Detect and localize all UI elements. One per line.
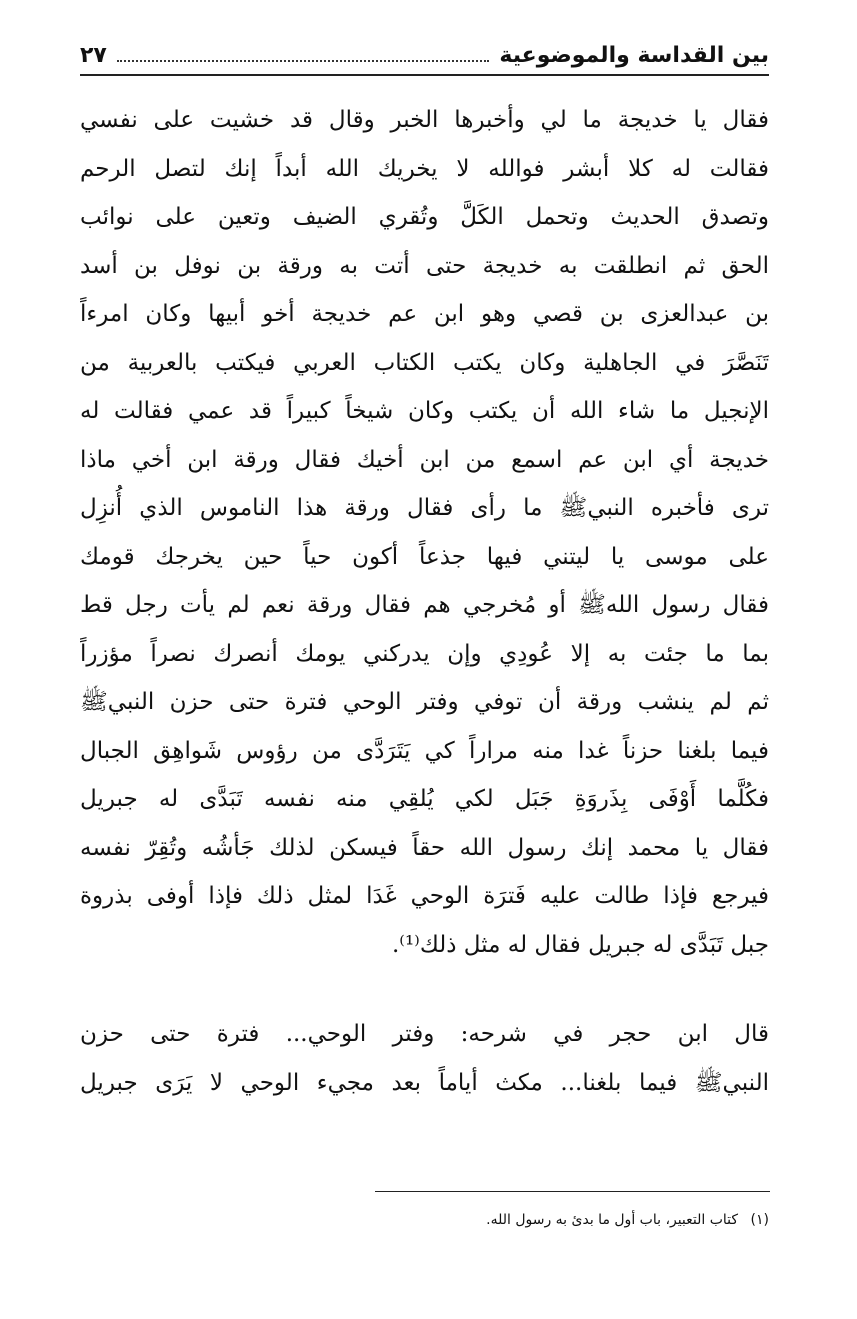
text-line: فكُلَّما أَوْفَى بِذَروَةِ جَبَل لكي يُلقِي منه نفسه تَبَدَّى له جبريل (80, 786, 769, 812)
text-line: فيرجع فإذا طالت عليه فَترَة الوحي غَدَا لمثل ذلك فإذا أوفى بذروة (80, 883, 769, 909)
footnote-separator (375, 1191, 770, 1192)
text-line: الإنجيل ما شاء الله أن يكتب وكان شيخاً كبيراً قد عمي فقالت له (80, 398, 769, 424)
text-line: فيما بلغنا حزناً غدا منه مراراً كي يَتَرَدَّى من رؤوس شَواهِق الجبال (80, 737, 769, 764)
text-line: النبيﷺ فيما بلغنا... مكث أياماً بعد مجيء الوحي لا يَرَى جبريل (80, 1069, 769, 1096)
text-line: خديجة أي ابن عم اسمع من ابن أخيك فقال ورقة ابن أخي ماذا (80, 446, 769, 473)
text-line: بما ما جئت به إلا عُودِي وإن يدركني يومك أنصرك نصراً مؤزراً (80, 640, 769, 667)
main-paragraph (80, 96, 769, 969)
page-header (80, 22, 769, 76)
text-line: فقال يا محمد إنك رسول الله حقاً فيسكن لذلك جَأشُه وتُقِرّ نفسه (80, 834, 769, 861)
text-line: الحق ثم انطلقت به خديجة حتى أتت به ورقة بن نوفل بن أسد (80, 252, 769, 279)
text-line: فقال رسول اللهﷺ أو مُخرجي هم فقال ورقة نعم لم يأت رجل قط (80, 592, 769, 618)
text-line: قال ابن حجر في شرحه: وفتر الوحي... فترة حتى حزن (80, 1021, 769, 1047)
text-line: فقالت له كلا أبشر فوالله لا يخريك الله أبداً إنك لتصل الرحم (80, 155, 769, 182)
page-number: ٢٧ (80, 43, 107, 68)
text-line: على موسى يا ليتني فيها جذعاً أكون حياً حين يخرجك قومك (80, 543, 769, 570)
text-line: ثم لم ينشب ورقة أن توفي وفتر الوحي فترة حتى حزن النبيﷺ (80, 689, 769, 715)
text-line: وتصدق الحديث وتحمل الكَلَّ وتُقري الضيف وتعين على نوائب (80, 204, 769, 230)
second-paragraph (80, 1010, 769, 1107)
text-line: تَنَصَّرَ في الجاهلية وكان يكتب الكتاب العربي فيكتب بالعربية من (80, 349, 769, 376)
text-line: بن عبدالعزى بن قصي وهو ابن عم خديجة أخو أبيها وكان امرءاً (80, 301, 769, 327)
text-line: جبل تَبَدَّى له جبريل فقال له مثل ذلك⁽¹⁾. (391, 931, 769, 958)
footnote-text: كتاب التعبير، باب أول ما بدئ به رسول الله. (486, 1212, 739, 1228)
footnote-marker: (١) (750, 1212, 769, 1228)
running-title: بين القداسة والموضوعية (499, 43, 769, 68)
header-dot-leader (117, 60, 490, 62)
text-line: فقال يا خديجة ما لي وأخبرها الخبر وقال قد خشيت على نفسي (80, 107, 769, 133)
text-line: ترى فأخبره النبيﷺ ما رأى فقال ورقة هذا الناموس الذي أُنزِل (80, 495, 769, 521)
footnote (486, 1212, 769, 1228)
